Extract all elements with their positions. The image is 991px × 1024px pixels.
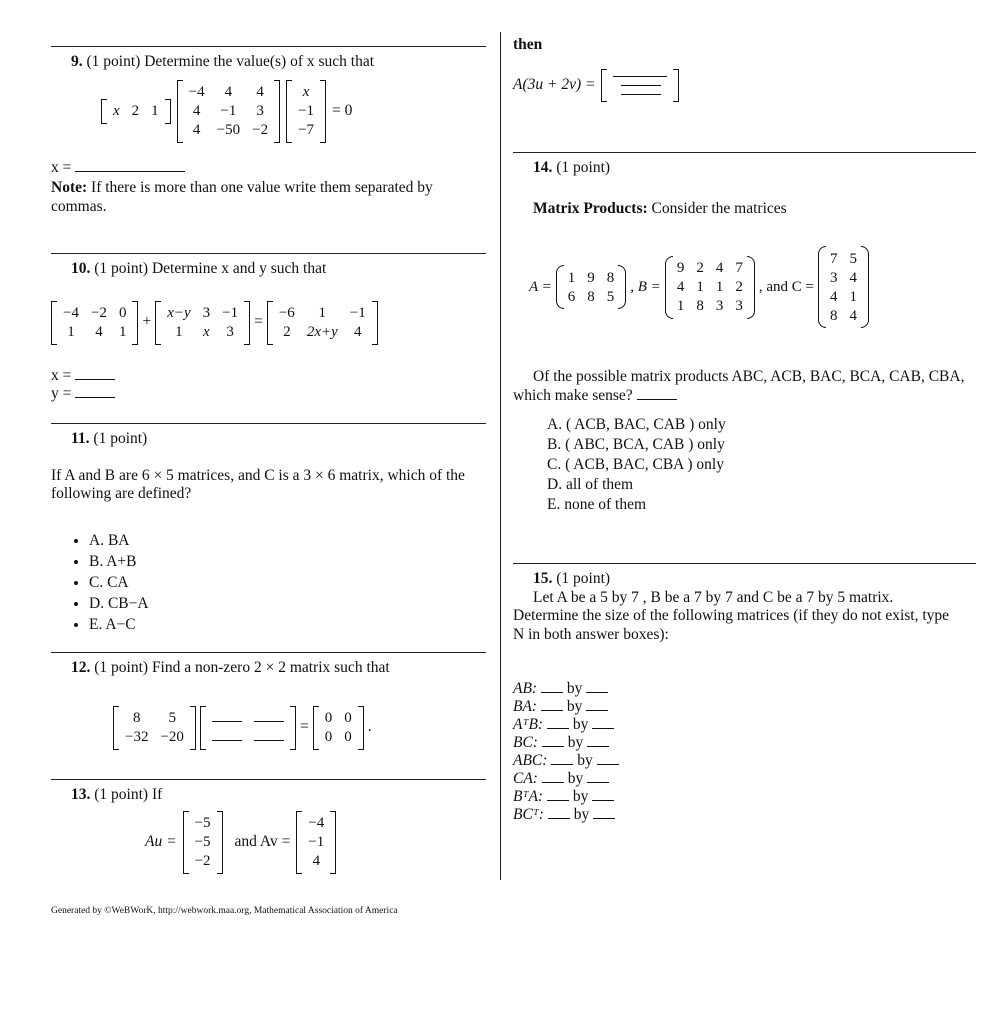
row-vector (101, 99, 171, 124)
footer: Generated by ©WeBWorK, http://webwork.maa.org, Mathematical Association of America (51, 906, 398, 916)
matrix-entry: 3 (829, 269, 838, 286)
problem-points: (1 point) (94, 659, 149, 676)
answer-blank[interactable] (621, 85, 661, 86)
au-label: Au = (145, 832, 177, 850)
matrix-entry: 4 (312, 853, 321, 870)
zero-matrix (313, 706, 364, 750)
problem-points: (1 point) (94, 260, 149, 277)
av-label: and Av = (234, 832, 291, 850)
option-item: • E. A−C (89, 614, 486, 635)
matrix-entry: 8 (829, 307, 838, 324)
size-answer-row (513, 680, 976, 698)
matrix-entry: 1 (567, 269, 576, 286)
x-answer-blank[interactable] (75, 379, 115, 380)
a-label: A = (529, 279, 552, 296)
problem-12 (51, 652, 486, 750)
matrix-entry: −1 (222, 305, 239, 322)
problem-13 (51, 779, 486, 874)
matrix-entry: 1 (696, 279, 704, 296)
cols-answer-blank[interactable] (586, 710, 608, 711)
answer-matrix (200, 706, 296, 750)
matrix-entry: 2 (131, 103, 140, 120)
matrix-entry: −1 (308, 834, 325, 851)
matrix-entry: −4 (63, 305, 79, 322)
problem-points: (1 point) (94, 786, 149, 803)
matrix-entry: 3 (226, 324, 234, 341)
problem-prompt: Find a non-zero 2 × 2 matrix such that (151, 659, 390, 676)
matrix-definitions (513, 246, 976, 328)
matrix-entry: 0 (324, 710, 333, 727)
matrix-entry: −50 (216, 122, 241, 139)
size-answer-label: AB: (513, 680, 541, 698)
question-text: Of the possible matrix products ABC, ACB, BAC, BCA, CAB, CBA, which make sense? (513, 368, 965, 404)
matrix-entry: 7 (735, 260, 743, 277)
matrix-entry: 1 (118, 324, 127, 341)
problem-points: (1 point) (86, 53, 141, 70)
equation: 8 5 −32 −20 = 0 0 0 0 . (51, 706, 486, 750)
problem-number: 9. (71, 53, 83, 70)
problem-10 (51, 253, 486, 404)
matrix-entry: 2 (283, 324, 291, 341)
problem-number: 13. (71, 786, 91, 803)
matrix-entry: 8 (696, 298, 704, 315)
matrix-entry: 4 (715, 260, 724, 277)
matrix-entry: 8 (132, 710, 141, 727)
question-text: If A and B are 6 × 5 matrices, and C is a 3 × 6 matrix, which of the following are defined? (51, 466, 465, 503)
matrix-entry: x (113, 103, 120, 120)
rhs: = 0 (332, 101, 353, 119)
answer-vector (601, 69, 679, 102)
by-label: by (568, 716, 593, 734)
matrix-entry: −1 (220, 103, 237, 120)
rows-answer-blank[interactable] (548, 818, 570, 819)
matrix-entry: −32 (125, 729, 149, 746)
matrix-entry: 9 (676, 260, 685, 277)
x-label: x = (51, 366, 72, 384)
problem-prompt: If (151, 786, 163, 803)
problem-13-continued (513, 36, 976, 102)
matrix-entry: 1 (151, 103, 159, 120)
au-vector (183, 811, 223, 874)
matrix-entry: 2 (735, 279, 743, 296)
problem-number: 11. (71, 430, 90, 447)
size-answer-list (513, 680, 976, 824)
matrix-entry: 4 (676, 279, 685, 296)
column-divider (500, 32, 501, 880)
rows-answer-blank[interactable] (551, 764, 573, 765)
problem-number: 14. (533, 159, 553, 176)
rows-answer-blank[interactable] (541, 692, 563, 693)
option-item: E. none of them (547, 496, 647, 514)
size-answer-row (513, 788, 976, 806)
matrix-entry: 8 (606, 269, 615, 286)
matrix-b (665, 256, 755, 319)
matrix-entry: 8 (587, 288, 595, 305)
expression (513, 69, 976, 102)
option-item: C. ( ACB, BAC, CBA ) only (547, 456, 724, 474)
matrix-entry: −2 (90, 305, 107, 322)
problem-14 (513, 152, 976, 515)
answer-blank[interactable] (254, 721, 284, 722)
problem-11 (51, 423, 486, 635)
given-matrix (113, 706, 196, 750)
then-label: then (513, 36, 543, 53)
matrix-1 (51, 301, 138, 345)
answer-blank[interactable] (212, 721, 242, 722)
matrix-entry: −4 (188, 84, 205, 101)
matrix-entry: 2x+y (306, 324, 338, 341)
size-answer-label: BC: (513, 734, 542, 752)
size-answer-row (513, 752, 976, 770)
matrix-entry: x−y (167, 305, 191, 322)
matrix-2 (155, 301, 250, 345)
size-answer-label: BCᵀ: (513, 806, 548, 824)
matrix-entry: 3 (202, 305, 211, 322)
matrix-3 (267, 301, 378, 345)
equals-sign: = (254, 313, 263, 331)
problem-points: (1 point) (93, 430, 148, 447)
heading-rest: Consider the matrices (651, 199, 787, 217)
option-item: A. ( ACB, BAC, CAB ) only (547, 416, 726, 434)
answer-blank[interactable] (613, 76, 667, 77)
matrix-entry: 1 (849, 288, 857, 305)
problem-9 (51, 46, 486, 216)
answer-label: x = (51, 158, 72, 176)
c-label: , and C = (758, 279, 814, 296)
option-item: • D. CB−A (89, 593, 486, 614)
size-answer-row (513, 806, 976, 824)
matrix-entry: 1 (318, 305, 327, 322)
problem-number: 12. (71, 659, 91, 676)
coefficient-matrix (177, 80, 280, 143)
matrix-entry: 1 (67, 324, 75, 341)
matrix-entry: 2 (696, 260, 704, 277)
matrix-entry: −5 (194, 815, 211, 832)
option-item: • A. BA (89, 530, 486, 551)
note-text: If there is more than one value write them separated by commas. (51, 179, 433, 215)
matrix-entry: 5 (606, 288, 615, 305)
matrix-a (556, 265, 627, 309)
matrix-entry: −2 (194, 853, 211, 870)
size-answer-row (513, 734, 976, 752)
rows-answer-blank[interactable] (542, 782, 564, 783)
equation (51, 80, 486, 143)
matrix-entry: 3 (256, 103, 264, 120)
problem-points: (1 point) (556, 570, 611, 587)
matrix-entry: 4 (829, 288, 838, 305)
by-label: by (563, 734, 588, 752)
cols-answer-blank[interactable] (586, 692, 608, 693)
column-vector (286, 80, 326, 143)
equation (51, 811, 486, 874)
matrix-entry: 5 (168, 710, 176, 727)
matrix-entry: −6 (278, 305, 295, 322)
matrix-entry: 9 (587, 269, 595, 286)
rows-answer-blank[interactable] (547, 800, 569, 801)
by-label: by (569, 806, 594, 824)
rows-answer-blank[interactable] (547, 728, 569, 729)
b-label: , B = (630, 279, 661, 296)
size-answer-row (513, 716, 976, 734)
matrix-entry: 0 (344, 710, 352, 727)
size-answer-label: BᵀA: (513, 788, 547, 806)
matrix-entry: 4 (95, 324, 103, 341)
answer-blank[interactable] (254, 740, 284, 741)
av-vector (296, 811, 336, 874)
by-label: by (568, 788, 593, 806)
answer-blank[interactable] (637, 399, 677, 400)
cols-answer-blank[interactable] (587, 746, 609, 747)
matrix-entry: −7 (298, 122, 315, 139)
rows-answer-blank[interactable] (542, 746, 564, 747)
matrix-entry: 1 (175, 324, 183, 341)
option-item: B. ( ABC, BCA, CAB ) only (547, 436, 725, 454)
option-item: • B. A+B (89, 551, 486, 572)
answer-blank[interactable] (621, 94, 661, 95)
by-label: by (562, 680, 587, 698)
option-list (513, 415, 976, 515)
matrix-c (818, 246, 869, 328)
option-item: • C. CA (89, 572, 486, 593)
by-label: by (573, 752, 597, 770)
problem-15 (513, 563, 976, 824)
size-answer-label: AᵀB: (513, 716, 547, 734)
note-label: Note: (51, 179, 88, 197)
matrix-entry: −20 (160, 729, 184, 746)
matrix-entry: 4 (353, 324, 362, 341)
matrix-entry: 3 (735, 298, 743, 315)
size-answer-label: BA: (513, 698, 541, 716)
y-label: y = (51, 385, 72, 403)
matrix-entry: 4 (192, 122, 201, 139)
matrix-entry: 4 (849, 307, 857, 324)
matrix-entry: −1 (349, 305, 366, 322)
size-answer-row (513, 770, 976, 788)
size-answer-label: CA: (513, 770, 542, 788)
problem-prompt: Determine the value(s) of x such that (144, 53, 375, 70)
problem-points: (1 point) (556, 159, 611, 176)
by-label: by (562, 698, 587, 716)
equation (51, 301, 486, 345)
heading: Matrix Products: (533, 199, 648, 217)
option-list (51, 530, 486, 635)
matrix-entry: 4 (224, 84, 233, 101)
matrix-entry: 5 (849, 250, 857, 267)
answer-blank[interactable] (75, 171, 185, 172)
cols-answer-blank[interactable] (593, 818, 615, 819)
matrix-entry: 1 (676, 298, 685, 315)
matrix-entry: x (203, 324, 210, 341)
cols-answer-blank[interactable] (592, 800, 614, 801)
matrix-entry: x (302, 84, 310, 101)
problem-prompt: Determine x and y such that (151, 260, 327, 277)
problem-number: 15. (533, 570, 553, 587)
matrix-entry: 4 (849, 269, 857, 286)
matrix-entry: 6 (567, 288, 576, 305)
plus-sign: + (142, 313, 152, 331)
cols-answer-blank[interactable] (587, 782, 609, 783)
problem-number: 10. (71, 260, 91, 277)
matrix-entry: −5 (194, 834, 211, 851)
matrix-entry: 0 (324, 729, 333, 746)
matrix-entry: −1 (298, 103, 315, 120)
matrix-entry: −4 (308, 815, 325, 832)
problem-text: Let A be a 5 by 7 , B be a 7 by 7 and C be a 7 by 5 matrix. Determine the size of the following matrices (if they do not exist, type N in both answer boxes): (513, 588, 950, 643)
answer-blank[interactable] (212, 740, 242, 741)
matrix-entry: −2 (252, 122, 269, 139)
matrix-entry: 0 (118, 305, 127, 322)
size-answer-row (513, 698, 976, 716)
expression-label: A(3u + 2v) = (513, 75, 596, 93)
rows-answer-blank[interactable] (541, 710, 563, 711)
matrix-entry: 4 (256, 84, 264, 101)
matrix-entry: 4 (192, 103, 201, 120)
y-answer-blank[interactable] (75, 397, 115, 398)
equals-sign: = (299, 718, 309, 736)
matrix-entry: 0 (344, 729, 352, 746)
cols-answer-blank[interactable] (592, 728, 614, 729)
by-label: by (563, 770, 588, 788)
matrix-entry: 3 (715, 298, 724, 315)
option-item: D. all of them (547, 476, 634, 494)
matrix-entry: 1 (715, 279, 724, 296)
size-answer-label: ABC: (513, 752, 552, 770)
cols-answer-blank[interactable] (597, 764, 619, 765)
matrix-entry: 7 (829, 250, 838, 267)
